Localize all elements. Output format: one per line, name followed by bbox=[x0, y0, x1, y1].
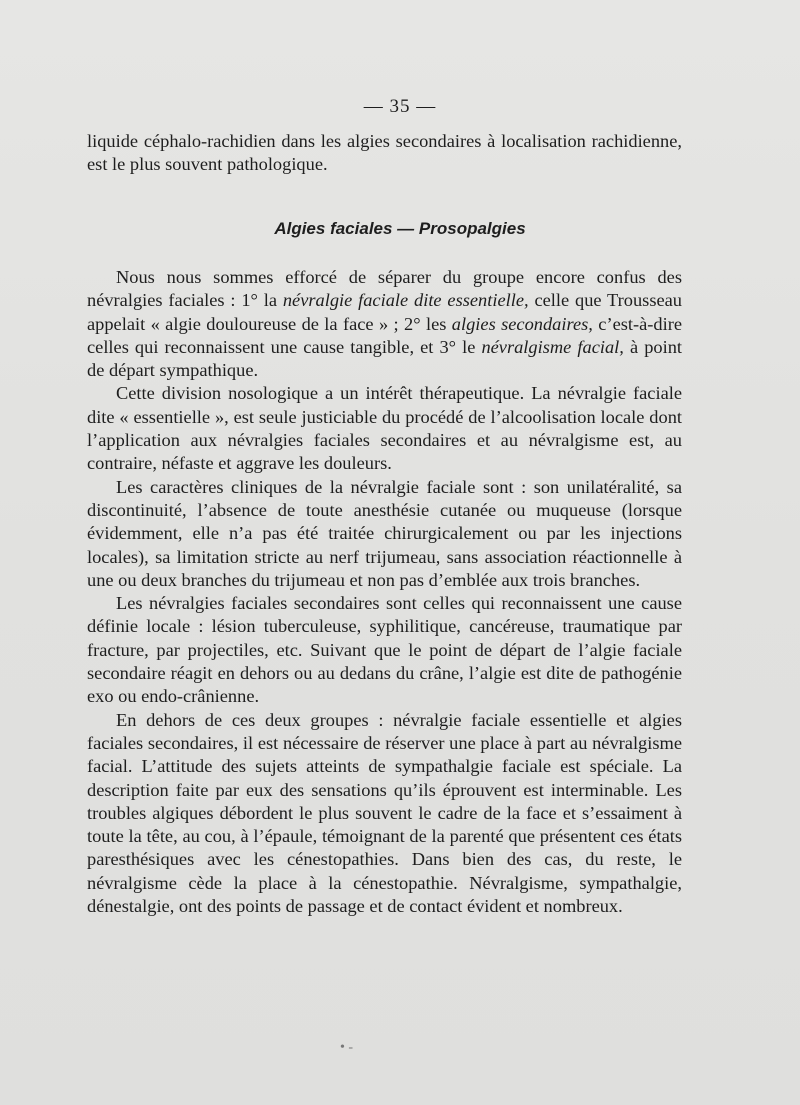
term-algies-secondaires: algies secondaires, bbox=[451, 313, 593, 334]
term-nevralgie-essentielle: névralgie faciale dite essentielle, bbox=[282, 290, 529, 311]
continued-paragraph: liquide céphalo-rachidien dans les algies secondaires à localisation rachidienne, est le plus souvent pathologique. bbox=[87, 131, 682, 175]
section-heading: Algies faciales — Prosopalgies bbox=[274, 219, 526, 238]
body-text bbox=[87, 266, 682, 918]
paragraph-1-text-1: Nous nous sommes efforcé de séparer du groupe encore confus des névralgies faciales : 1° la bbox=[87, 267, 682, 311]
paragraph-2: Cette division nosologique a un intérêt thérapeutique. La névralgie faciale dite « essentielle », est seule justiciable du procédé de l’alcoolisation locale dont l’application aux névralgies faciales secondaires et au névralgisme est, au contraire, néfaste et aggrave les douleurs. bbox=[87, 383, 682, 474]
paragraph-1-text-4: à point de départ sympathique. bbox=[87, 336, 683, 381]
paragraph-5: En dehors de ces deux groupes : névralgie faciale essentielle et algies faciales secondaires, il est nécessaire de réserver une place à part au névralgisme facial. L’attitude des sujets atteints de sympathalgie faciale est spéciale. La description faite par eux des sensations qu’ils éprouvent est interminable. Les troubles algiques débordent le plus souvent le cadre de la face et s’essaiment à toute la tête, au cou, à l’épaule, témoignant de la parenté que présentent ces états paresthésiques avec les cénestopathies. Dans bien des cas, du reste, le névralgisme cède la place à la cénestopathie. Névralgisme, sympathalgie, dénestalgie, ont des points de passage et de contact évident et nombreux. bbox=[87, 709, 682, 917]
paragraph-1-text-2: celle que Trousseau appelait « algie douloureuse de la face » ; 2° les bbox=[87, 290, 682, 334]
paragraph-1 bbox=[87, 266, 682, 382]
page-number: — 35 — bbox=[363, 96, 437, 117]
paragraph-4: Les névralgies faciales secondaires sont celles qui reconnaissent une cause définie locale : lésion tuberculeuse, syphilitique, cancéreuse, traumatique par fracture, par projectiles, etc. Suivant que le point de départ de l’algie faciale secondaire réagit en dehors ou au dedans du crâne, l’algie est dite de pathogénie exo ou endo-crânienne. bbox=[87, 593, 682, 707]
bottom-mark: • - bbox=[340, 1040, 354, 1055]
paragraph-1-text-3: c’est-à-dire celles qui reconnaissent une cause tangible, et 3° le bbox=[87, 313, 682, 357]
term-nevralgisme-facial: névralgisme facial, bbox=[481, 336, 624, 357]
continued-paragraph-block bbox=[87, 130, 682, 177]
paragraph-3: Les caractères cliniques de la névralgie faciale sont : son unilatéralité, sa discontinuité, l’absence de toute anesthésie cutanée ou muqueuse (lorsque évidemment, elle n’a pas été traitée chirurgicalement ou par les injections locales), sa limitation stricte au nerf trijumeau, sans association réactionnelle à une ou deux branches du trijumeau et non pas d’emblée aux trois branches. bbox=[87, 476, 682, 590]
